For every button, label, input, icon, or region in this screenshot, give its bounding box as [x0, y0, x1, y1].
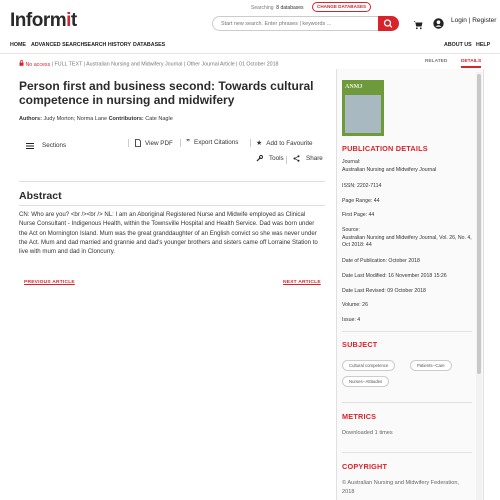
searching-info [251, 5, 304, 11]
nav-advanced-search[interactable]: ADVANCED SEARCH [31, 42, 85, 48]
logo-accent: i [66, 10, 71, 31]
cover-photo [345, 95, 381, 133]
sections-label: Sections [42, 142, 67, 149]
date-last-revised: Date Last Revised: 09 October 2018 [342, 288, 426, 294]
toolbar-divider [128, 139, 129, 147]
logo-text: Inform [10, 10, 67, 31]
share-icon [293, 155, 300, 162]
subject-chip[interactable]: Cultural competence [342, 360, 395, 371]
divider [342, 402, 472, 403]
logo-text-end: t [70, 10, 77, 31]
nav-databases[interactable]: DATABASES [133, 42, 166, 48]
source-label: Source: [342, 227, 360, 233]
databases-count: 8 databases [276, 5, 304, 11]
login-register [451, 17, 496, 24]
nav-search-history[interactable]: SEARCH HISTORY [84, 42, 132, 48]
star-icon: ★ [256, 140, 263, 147]
divider [19, 205, 325, 206]
export-citations-button[interactable] [186, 139, 238, 146]
searching-label: Searching [251, 5, 274, 11]
no-access-badge [19, 62, 50, 68]
source-detail [342, 227, 472, 250]
issue-detail: Issue: 4 [342, 317, 361, 323]
cart-icon[interactable] [413, 17, 423, 35]
journal-value[interactable]: Australian Nursing and Midwifery Journal [342, 166, 437, 173]
tools-button[interactable] [256, 155, 284, 162]
authors-value[interactable]: Judy Morton; Norma Lane [43, 116, 108, 122]
search-input[interactable] [212, 16, 379, 31]
share-button[interactable] [293, 155, 323, 162]
user-icon [433, 16, 444, 34]
quote-icon: ” [186, 137, 190, 147]
tab-details[interactable]: DETAILS [461, 59, 481, 68]
metrics-heading: METRICS [342, 412, 377, 421]
toolbar-divider [286, 156, 287, 164]
abstract-text: CN: Who are you? <br /><br /> NL: I am an Aboriginal Registered Nurse and Midwife employed as Clinical Nurse Consultant - Indigenous Health, within the Townsville Hospital and Health Service. Dad was born under the Act on Mornington Island. Mum was the great granddaughter of an English convict so she was never under the Act. Mum and dad married and grannie and dad's younger brothers and sisters came off Lorraine Station to live with mum and dad in Cloncurry. [19, 211, 318, 256]
nav-help[interactable]: HELP [476, 42, 491, 48]
subject-chip[interactable]: Patients--Care [410, 360, 452, 371]
first-page-detail: First Page: 44 [342, 212, 375, 218]
cover-title: ANMJ [345, 84, 363, 90]
document-icon [135, 139, 141, 147]
next-article-link[interactable]: NEXT ARTICLE [283, 280, 321, 285]
divider [342, 331, 472, 332]
toolbar-divider [250, 139, 251, 147]
publication-details-heading: PUBLICATION DETAILS [342, 144, 428, 153]
downloaded-count: Downloaded 1 times [342, 430, 393, 436]
tab-related[interactable]: RELATED [425, 59, 448, 64]
authors-label: Authors: [19, 116, 42, 122]
share-label: Share [306, 155, 323, 162]
no-access-label: No access [25, 61, 51, 68]
journal-label: Journal: [342, 159, 361, 165]
contributors-value[interactable]: Cate Nagle [145, 116, 173, 122]
page-range-detail: Page Range: 44 [342, 198, 380, 204]
search-button[interactable] [378, 16, 399, 31]
change-databases-button[interactable]: CHANGE DATABASES [312, 2, 371, 12]
abstract-heading: Abstract [19, 190, 62, 202]
list-icon [26, 143, 34, 149]
add-to-favourite-button[interactable] [256, 139, 312, 147]
copyright-text: © Australian Nursing and Midwifery Federation, 2018 [342, 480, 459, 495]
article-breadcrumb: | FULL TEXT | Australian Nursing and Midwifery Journal | Other Journal Article | 01 October 2018 [50, 61, 279, 68]
tools-label: Tools [269, 155, 284, 162]
view-pdf-button[interactable] [135, 139, 173, 147]
view-pdf-label: View PDF [145, 139, 173, 147]
scrollbar-thumb[interactable] [477, 74, 481, 374]
copyright-heading: COPYRIGHT [342, 462, 388, 471]
date-last-modified: Date Last Modified: 16 November 2018 15:26 [342, 273, 447, 279]
volume-detail: Volume: 26 [342, 302, 368, 308]
divider [342, 452, 472, 453]
issn-detail: ISSN: 2202-7114 [342, 183, 382, 189]
sections-button[interactable] [26, 142, 66, 149]
login-link[interactable]: Login [451, 17, 467, 24]
subject-chip[interactable]: Nurses--Attitudes [342, 376, 389, 387]
journal-detail [342, 159, 472, 174]
toolbar-divider [180, 139, 181, 147]
export-citations-label: Export Citations [194, 139, 239, 146]
article-access-line [19, 60, 319, 69]
authors-line [19, 116, 173, 122]
contributors-label: Contributors: [108, 116, 144, 122]
date-of-publication: Date of Publication: October 2018 [342, 258, 420, 264]
informit-logo[interactable] [10, 10, 77, 32]
favourite-label: Add to Favourite [266, 139, 313, 147]
article-title: Person first and business second: Towards cultural competence in nursing and midwifery [19, 79, 314, 107]
search-icon [378, 16, 399, 31]
lock-icon [19, 60, 24, 66]
nav-about-us[interactable]: ABOUT US [444, 42, 472, 48]
source-value: Australian Nursing and Midwifery Journal, Vol. 26, No. 4, Oct 2018: 44 [342, 234, 472, 249]
register-link[interactable]: Register [472, 17, 497, 24]
previous-article-link[interactable]: PREVIOUS ARTICLE [24, 280, 75, 285]
nav-home[interactable]: HOME [10, 42, 26, 48]
divider [19, 181, 325, 182]
login-separator: | [466, 17, 473, 24]
subject-heading: SUBJECT [342, 340, 378, 349]
wrench-icon [256, 155, 263, 162]
